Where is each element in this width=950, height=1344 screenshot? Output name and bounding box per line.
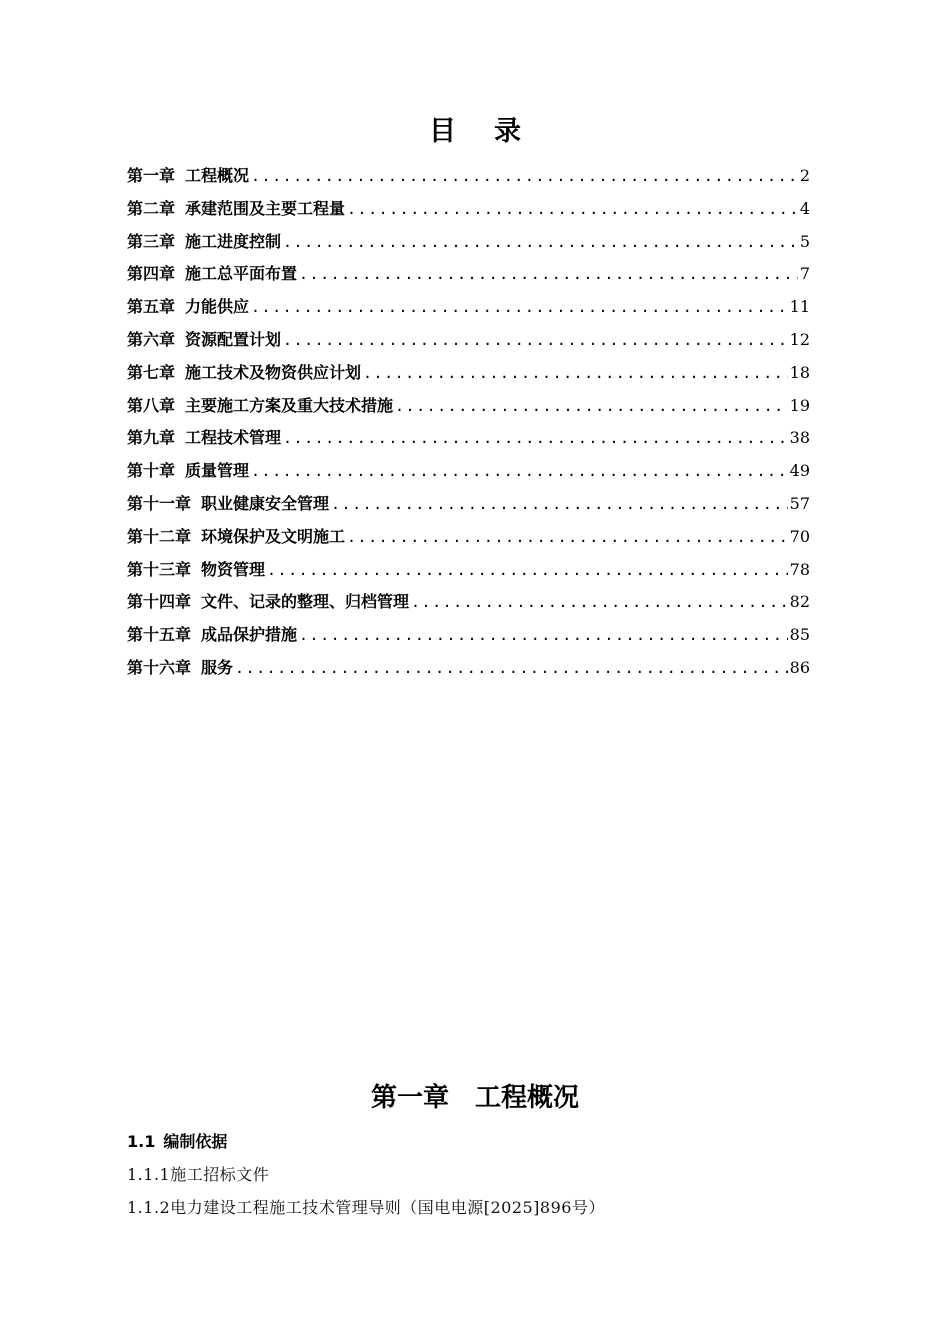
toc-page-number: 82 [789, 592, 810, 612]
toc-page-number: 19 [789, 395, 810, 415]
toc-leader-dots [267, 555, 788, 585]
toc-chapter-name: 服务 [201, 657, 234, 677]
toc-leader-dots [411, 587, 788, 617]
toc-entry[interactable] [127, 555, 810, 588]
toc-chapter-name: 质量管理 [185, 461, 250, 481]
toc-chapter-number: 第十章 [127, 461, 176, 481]
toc-chapter-number: 第四章 [127, 264, 176, 284]
toc-chapter-name: 施工技术及物资供应计划 [185, 362, 362, 382]
toc-entry[interactable] [127, 292, 810, 325]
toc-chapter-number: 第十三章 [127, 559, 192, 579]
section-heading [127, 1127, 227, 1157]
toc-page-number: 11 [789, 297, 810, 317]
toc-entry[interactable] [127, 653, 810, 686]
toc-page-number: 4 [799, 198, 810, 218]
toc-chapter-number: 第五章 [127, 297, 176, 317]
toc-chapter-number: 第九章 [127, 428, 176, 448]
toc-chapter-number: 第七章 [127, 362, 176, 382]
toc-chapter-name: 主要施工方案及重大技术措施 [185, 395, 394, 415]
toc-chapter-number: 第十五章 [127, 625, 192, 645]
toc-page-number: 70 [789, 526, 810, 546]
toc-chapter-number: 第一章 [127, 166, 176, 185]
toc-entry[interactable] [127, 620, 810, 653]
toc-page-number: 12 [789, 329, 810, 349]
toc-entry[interactable] [127, 587, 810, 620]
paragraph-basis-2: 1.1.2电力建设工程施工技术管理导则（国电电源[2025]896号） [127, 1198, 605, 1217]
toc-leader-dots [251, 456, 788, 486]
toc-entry[interactable] [127, 194, 810, 227]
toc-page-number: 7 [799, 264, 810, 284]
toc-page-number: 85 [789, 625, 810, 645]
toc-leader-dots [251, 161, 798, 191]
toc-entry[interactable] [127, 259, 810, 292]
toc-chapter-name: 文件、记录的整理、归档管理 [201, 592, 410, 612]
paragraph-basis-1: 1.1.1施工招标文件 [127, 1165, 270, 1184]
toc-page-number: 86 [789, 657, 810, 677]
toc-chapter-number: 第十六章 [127, 657, 192, 677]
toc-leader-dots [347, 194, 798, 224]
toc-entry[interactable] [127, 423, 810, 456]
section-title: 编制依据 [163, 1132, 228, 1151]
toc-entry[interactable] [127, 161, 810, 194]
toc-chapter-name: 资源配置计划 [185, 329, 282, 349]
toc-entry[interactable] [127, 391, 810, 424]
toc-leader-dots [283, 423, 788, 453]
toc-leader-dots [251, 292, 788, 322]
section-number: 1.1 [127, 1132, 156, 1151]
toc-page-number: 78 [789, 559, 810, 579]
toc-chapter-number: 第三章 [127, 231, 176, 251]
toc-leader-dots [363, 358, 788, 388]
toc-chapter-name: 成品保护措施 [201, 625, 298, 645]
toc-page-number: 18 [789, 362, 810, 382]
toc-chapter-number: 第八章 [127, 395, 176, 415]
toc-leader-dots [299, 259, 798, 289]
toc-leader-dots [395, 391, 788, 421]
toc-page-number: 2 [799, 166, 810, 185]
toc-chapter-name: 施工总平面布置 [185, 264, 298, 284]
toc-entry[interactable] [127, 489, 810, 522]
toc-chapter-name: 工程概况 [185, 166, 250, 185]
toc-title: 目录 [429, 116, 559, 147]
toc-leader-dots [331, 489, 788, 519]
toc-entry[interactable] [127, 358, 810, 391]
toc-chapter-number: 第六章 [127, 329, 176, 349]
toc-chapter-name: 承建范围及主要工程量 [185, 198, 346, 218]
chapter-number: 第一章 [370, 1083, 449, 1113]
toc-chapter-number: 第十四章 [127, 592, 192, 612]
toc-page-number: 38 [789, 428, 810, 448]
toc-chapter-name: 力能供应 [185, 297, 250, 317]
toc-entry[interactable] [127, 325, 810, 358]
toc-chapter-name: 物资管理 [201, 559, 266, 579]
toc-page-number: 49 [789, 461, 810, 481]
toc-chapter-name: 职业健康安全管理 [201, 493, 330, 513]
chapter-title: 工程概况 [475, 1083, 580, 1113]
toc-leader-dots [347, 522, 788, 552]
toc-leader-dots [283, 325, 788, 355]
toc-chapter-name: 施工进度控制 [185, 231, 282, 251]
toc-page-number: 5 [799, 231, 810, 251]
toc-chapter-number: 第十二章 [127, 526, 192, 546]
toc-entry[interactable] [127, 227, 810, 260]
toc-page-number: 57 [789, 493, 810, 513]
toc-leader-dots [235, 653, 788, 683]
chapter-heading [0, 1078, 950, 1118]
toc-leader-dots [283, 227, 798, 257]
toc-leader-dots [299, 620, 788, 650]
toc-chapter-number: 第十一章 [127, 493, 192, 513]
toc-chapter-name: 环境保护及文明施工 [201, 526, 346, 546]
toc-chapter-number: 第二章 [127, 198, 176, 218]
toc-list [127, 161, 810, 686]
toc-chapter-name: 工程技术管理 [185, 428, 282, 448]
toc-entry[interactable] [127, 522, 810, 555]
toc-entry[interactable] [127, 456, 810, 489]
